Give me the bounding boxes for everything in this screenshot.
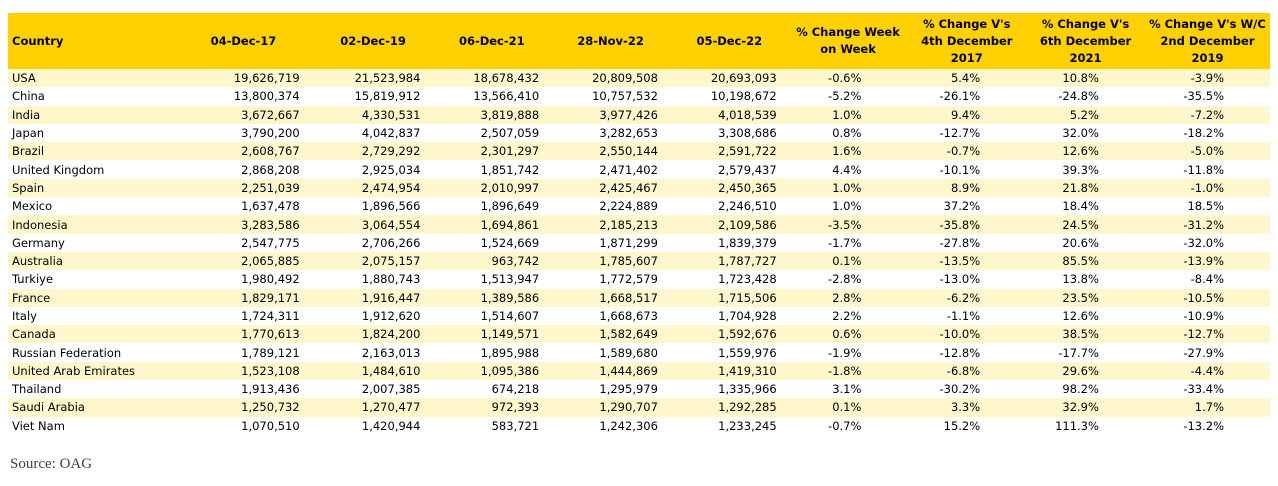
table-row — [8, 179, 1270, 197]
value-cell: -10.1% — [907, 160, 1026, 178]
value-cell: 1,292,285 — [670, 398, 789, 416]
value-cell: 2,251,039 — [173, 179, 313, 197]
table-row — [8, 398, 1270, 416]
value-cell: 1,912,620 — [314, 307, 433, 325]
value-cell: 1,704,928 — [670, 307, 789, 325]
value-cell: 1,484,610 — [314, 362, 433, 380]
value-cell: 2,425,467 — [551, 179, 670, 197]
value-cell: 5.4% — [907, 69, 1026, 87]
value-cell: -3.9% — [1145, 69, 1270, 87]
value-cell: -24.8% — [1026, 87, 1145, 105]
value-cell: 1,233,245 — [670, 417, 789, 435]
value-cell: 10,198,672 — [670, 87, 789, 105]
value-cell: 2,706,266 — [314, 234, 433, 252]
value-cell: 13,566,410 — [432, 87, 551, 105]
value-cell: 2,507,059 — [432, 124, 551, 142]
column-header-05-dec-22: 05-Dec-22 — [670, 13, 789, 69]
value-cell: 9.4% — [907, 106, 1026, 124]
value-cell: 85.5% — [1026, 252, 1145, 270]
value-cell: 1,785,607 — [551, 252, 670, 270]
table-row — [8, 197, 1270, 215]
value-cell: -12.8% — [907, 343, 1026, 361]
value-cell: -4.4% — [1145, 362, 1270, 380]
value-cell: -6.2% — [907, 289, 1026, 307]
value-cell: 20.6% — [1026, 234, 1145, 252]
value-cell: 4,018,539 — [670, 106, 789, 124]
country-cell: Turkiye — [8, 270, 173, 288]
value-cell: 1,789,121 — [173, 343, 313, 361]
country-cell: China — [8, 87, 173, 105]
value-cell: 1,871,299 — [551, 234, 670, 252]
value-cell: 3,672,667 — [173, 106, 313, 124]
value-cell: 2,109,586 — [670, 215, 789, 233]
table-row — [8, 234, 1270, 252]
country-cell: Thailand — [8, 380, 173, 398]
value-cell: 12.6% — [1026, 142, 1145, 160]
value-cell: 4,042,837 — [314, 124, 433, 142]
value-cell: -1.8% — [789, 362, 908, 380]
value-cell: 0.8% — [789, 124, 908, 142]
value-cell: 3,308,686 — [670, 124, 789, 142]
value-cell: 1,787,727 — [670, 252, 789, 270]
value-cell: 2,007,385 — [314, 380, 433, 398]
value-cell: 38.5% — [1026, 325, 1145, 343]
value-cell: 3.1% — [789, 380, 908, 398]
column-header-02-dec-19: 02-Dec-19 — [314, 13, 433, 69]
country-cell: Brazil — [8, 142, 173, 160]
country-cell: Russian Federation — [8, 343, 173, 361]
value-cell: 1,668,517 — [551, 289, 670, 307]
value-cell: 3,819,888 — [432, 106, 551, 124]
capacity-table-container — [8, 13, 1270, 435]
column-header-change-vs-2017: % Change V's 4th December 2017 — [907, 13, 1026, 69]
column-header-06-dec-21: 06-Dec-21 — [432, 13, 551, 69]
value-cell: -11.8% — [1145, 160, 1270, 178]
value-cell: 1.0% — [789, 197, 908, 215]
value-cell: 0.6% — [789, 325, 908, 343]
value-cell: -5.0% — [1145, 142, 1270, 160]
value-cell: -1.7% — [789, 234, 908, 252]
value-cell: 1,839,379 — [670, 234, 789, 252]
value-cell: 972,393 — [432, 398, 551, 416]
value-cell: -7.2% — [1145, 106, 1270, 124]
value-cell: -1.0% — [1145, 179, 1270, 197]
value-cell: -2.8% — [789, 270, 908, 288]
value-cell: 1,290,707 — [551, 398, 670, 416]
table-row — [8, 289, 1270, 307]
value-cell: 29.6% — [1026, 362, 1145, 380]
country-cell: United Kingdom — [8, 160, 173, 178]
value-cell: -32.0% — [1145, 234, 1270, 252]
value-cell: 1,880,743 — [314, 270, 433, 288]
value-cell: -10.0% — [907, 325, 1026, 343]
value-cell: 1,851,742 — [432, 160, 551, 178]
value-cell: 2,729,292 — [314, 142, 433, 160]
value-cell: -31.2% — [1145, 215, 1270, 233]
value-cell: -27.8% — [907, 234, 1026, 252]
source-note: Source: OAG — [10, 456, 93, 472]
value-cell: 20,693,093 — [670, 69, 789, 87]
table-row — [8, 417, 1270, 435]
table-row — [8, 252, 1270, 270]
value-cell: 3,790,200 — [173, 124, 313, 142]
value-cell: -0.7% — [907, 142, 1026, 160]
value-cell: -13.5% — [907, 252, 1026, 270]
value-cell: 2,579,437 — [670, 160, 789, 178]
value-cell: 1,694,861 — [432, 215, 551, 233]
value-cell: 1,335,966 — [670, 380, 789, 398]
value-cell: 1,980,492 — [173, 270, 313, 288]
value-cell: 2,301,297 — [432, 142, 551, 160]
value-cell: 1,250,732 — [173, 398, 313, 416]
value-cell: 5.2% — [1026, 106, 1145, 124]
value-cell: -17.7% — [1026, 343, 1145, 361]
value-cell: -13.0% — [907, 270, 1026, 288]
value-cell: -30.2% — [907, 380, 1026, 398]
value-cell: -5.2% — [789, 87, 908, 105]
value-cell: 1,895,988 — [432, 343, 551, 361]
header-row — [8, 13, 1270, 69]
value-cell: 1,149,571 — [432, 325, 551, 343]
value-cell: -12.7% — [907, 124, 1026, 142]
value-cell: 2,608,767 — [173, 142, 313, 160]
value-cell: 963,742 — [432, 252, 551, 270]
value-cell: -1.9% — [789, 343, 908, 361]
table-row — [8, 215, 1270, 233]
value-cell: 1,295,979 — [551, 380, 670, 398]
value-cell: 1,772,579 — [551, 270, 670, 288]
value-cell: 1,419,310 — [670, 362, 789, 380]
value-cell: 32.0% — [1026, 124, 1145, 142]
value-cell: 1,589,680 — [551, 343, 670, 361]
value-cell: -0.7% — [789, 417, 908, 435]
value-cell: 1,270,477 — [314, 398, 433, 416]
value-cell: 13,800,374 — [173, 87, 313, 105]
value-cell: -27.9% — [1145, 343, 1270, 361]
value-cell: 12.6% — [1026, 307, 1145, 325]
value-cell: 0.1% — [789, 252, 908, 270]
value-cell: 1,070,510 — [173, 417, 313, 435]
country-cell: Italy — [8, 307, 173, 325]
value-cell: 8.9% — [907, 179, 1026, 197]
column-header-change-vs-2021: % Change V's 6th December 2021 — [1026, 13, 1145, 69]
value-cell: -10.9% — [1145, 307, 1270, 325]
table-row — [8, 124, 1270, 142]
value-cell: 1,095,386 — [432, 362, 551, 380]
value-cell: 1,592,676 — [670, 325, 789, 343]
value-cell: 2,550,144 — [551, 142, 670, 160]
value-cell: -0.6% — [789, 69, 908, 87]
value-cell: 2,547,775 — [173, 234, 313, 252]
country-cell: Spain — [8, 179, 173, 197]
value-cell: -35.5% — [1145, 87, 1270, 105]
value-cell: 1,715,506 — [670, 289, 789, 307]
country-cell: India — [8, 106, 173, 124]
value-cell: 15,819,912 — [314, 87, 433, 105]
value-cell: 1,724,311 — [173, 307, 313, 325]
value-cell: -13.2% — [1145, 417, 1270, 435]
value-cell: 10,757,532 — [551, 87, 670, 105]
country-cell: Canada — [8, 325, 173, 343]
value-cell: -18.2% — [1145, 124, 1270, 142]
value-cell: 1,389,586 — [432, 289, 551, 307]
column-header-country: Country — [8, 13, 173, 69]
value-cell: 2,185,213 — [551, 215, 670, 233]
value-cell: 2,925,034 — [314, 160, 433, 178]
value-cell: -3.5% — [789, 215, 908, 233]
value-cell: 2,868,208 — [173, 160, 313, 178]
value-cell: 674,218 — [432, 380, 551, 398]
country-cell: France — [8, 289, 173, 307]
value-cell: 2,163,013 — [314, 343, 433, 361]
value-cell: 2.8% — [789, 289, 908, 307]
value-cell: 1,824,200 — [314, 325, 433, 343]
table-row — [8, 343, 1270, 361]
value-cell: 111.3% — [1026, 417, 1145, 435]
value-cell: -6.8% — [907, 362, 1026, 380]
value-cell: -35.8% — [907, 215, 1026, 233]
value-cell: 583,721 — [432, 417, 551, 435]
column-header-change-vs-2019: % Change V's W/C 2nd December 2019 — [1145, 13, 1270, 69]
value-cell: 20,809,508 — [551, 69, 670, 87]
value-cell: 18,678,432 — [432, 69, 551, 87]
value-cell: 1,524,669 — [432, 234, 551, 252]
table-row — [8, 87, 1270, 105]
value-cell: 1,559,976 — [670, 343, 789, 361]
table-row — [8, 325, 1270, 343]
value-cell: 23.5% — [1026, 289, 1145, 307]
table-row — [8, 142, 1270, 160]
table-row — [8, 106, 1270, 124]
value-cell: -1.1% — [907, 307, 1026, 325]
value-cell: 3,282,653 — [551, 124, 670, 142]
value-cell: 1,582,649 — [551, 325, 670, 343]
value-cell: 1,913,436 — [173, 380, 313, 398]
value-cell: 21.8% — [1026, 179, 1145, 197]
value-cell: 13.8% — [1026, 270, 1145, 288]
value-cell: 32.9% — [1026, 398, 1145, 416]
table-row — [8, 270, 1270, 288]
column-header-04-dec-17: 04-Dec-17 — [173, 13, 313, 69]
value-cell: 1.0% — [789, 179, 908, 197]
value-cell: 1,896,566 — [314, 197, 433, 215]
value-cell: 4.4% — [789, 160, 908, 178]
value-cell: 2,591,722 — [670, 142, 789, 160]
value-cell: 1,444,869 — [551, 362, 670, 380]
value-cell: 3,977,426 — [551, 106, 670, 124]
table-row — [8, 362, 1270, 380]
value-cell: 2,224,889 — [551, 197, 670, 215]
value-cell: 39.3% — [1026, 160, 1145, 178]
value-cell: -12.7% — [1145, 325, 1270, 343]
value-cell: 2.2% — [789, 307, 908, 325]
column-header-change-week-on-week: % Change Week on Week — [789, 13, 908, 69]
country-cell: Viet Nam — [8, 417, 173, 435]
country-cell: United Arab Emirates — [8, 362, 173, 380]
table-row — [8, 380, 1270, 398]
table-row — [8, 307, 1270, 325]
value-cell: 1,514,607 — [432, 307, 551, 325]
value-cell: 1,513,947 — [432, 270, 551, 288]
value-cell: 2,450,365 — [670, 179, 789, 197]
value-cell: 3.3% — [907, 398, 1026, 416]
country-cell: Germany — [8, 234, 173, 252]
value-cell: 3,283,586 — [173, 215, 313, 233]
value-cell: 2,246,510 — [670, 197, 789, 215]
country-cell: Indonesia — [8, 215, 173, 233]
value-cell: 2,010,997 — [432, 179, 551, 197]
value-cell: -33.4% — [1145, 380, 1270, 398]
value-cell: -26.1% — [907, 87, 1026, 105]
value-cell: 1,896,649 — [432, 197, 551, 215]
value-cell: 15.2% — [907, 417, 1026, 435]
value-cell: 24.5% — [1026, 215, 1145, 233]
value-cell: 2,474,954 — [314, 179, 433, 197]
capacity-table — [8, 13, 1270, 435]
value-cell: 1.6% — [789, 142, 908, 160]
value-cell: 1.7% — [1145, 398, 1270, 416]
value-cell: 1,420,944 — [314, 417, 433, 435]
value-cell: 1.0% — [789, 106, 908, 124]
value-cell: -13.9% — [1145, 252, 1270, 270]
table-row — [8, 69, 1270, 87]
value-cell: 2,065,885 — [173, 252, 313, 270]
table-body — [8, 69, 1270, 435]
value-cell: 3,064,554 — [314, 215, 433, 233]
value-cell: 2,075,157 — [314, 252, 433, 270]
country-cell: Japan — [8, 124, 173, 142]
country-cell: Australia — [8, 252, 173, 270]
value-cell: 21,523,984 — [314, 69, 433, 87]
value-cell: 1,637,478 — [173, 197, 313, 215]
value-cell: 1,916,447 — [314, 289, 433, 307]
value-cell: 10.8% — [1026, 69, 1145, 87]
country-cell: Mexico — [8, 197, 173, 215]
value-cell: 37.2% — [907, 197, 1026, 215]
value-cell: 1,723,428 — [670, 270, 789, 288]
value-cell: 18.5% — [1145, 197, 1270, 215]
value-cell: 0.1% — [789, 398, 908, 416]
value-cell: 19,626,719 — [173, 69, 313, 87]
country-cell: USA — [8, 69, 173, 87]
value-cell: 1,242,306 — [551, 417, 670, 435]
column-header-28-nov-22: 28-Nov-22 — [551, 13, 670, 69]
value-cell: 1,668,673 — [551, 307, 670, 325]
value-cell: 18.4% — [1026, 197, 1145, 215]
value-cell: -10.5% — [1145, 289, 1270, 307]
country-cell: Saudi Arabia — [8, 398, 173, 416]
value-cell: 1,829,171 — [173, 289, 313, 307]
value-cell: 4,330,531 — [314, 106, 433, 124]
value-cell: 1,770,613 — [173, 325, 313, 343]
table-row — [8, 160, 1270, 178]
value-cell: 98.2% — [1026, 380, 1145, 398]
value-cell: -8.4% — [1145, 270, 1270, 288]
value-cell: 2,471,402 — [551, 160, 670, 178]
value-cell: 1,523,108 — [173, 362, 313, 380]
